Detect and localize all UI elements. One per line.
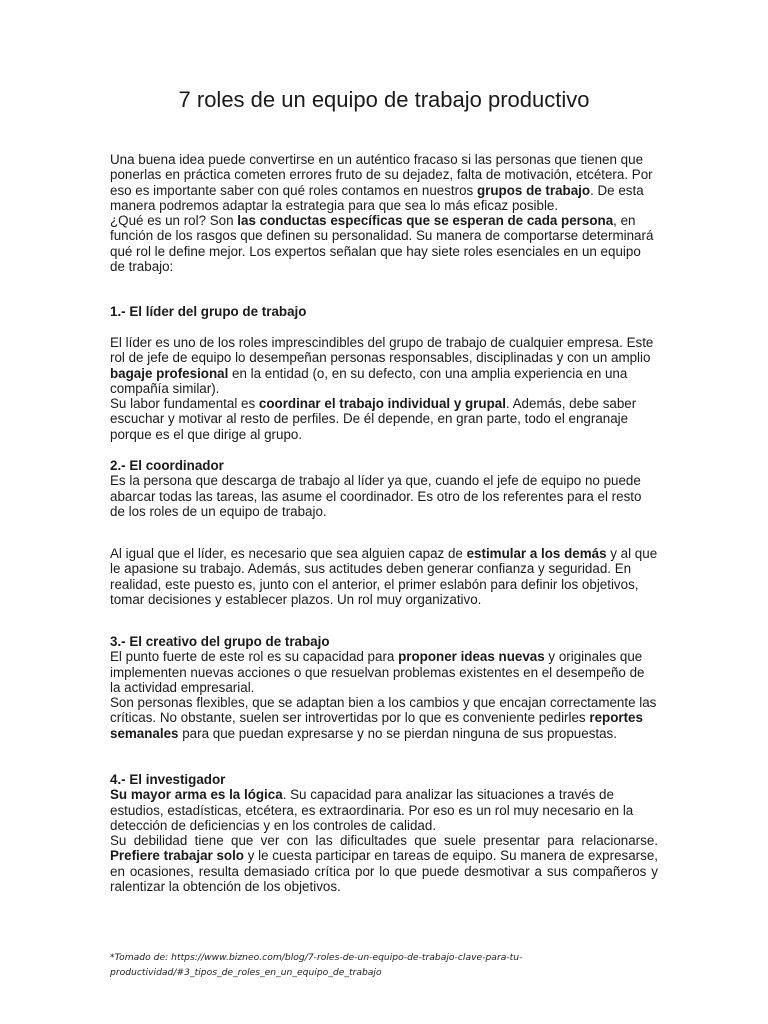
s1-text-2: en la entidad (o, en su defecto, con una amplia experiencia en una compañía similar). — [110, 365, 628, 396]
s1-text-3: Su labor fundamental es — [110, 396, 259, 412]
section-4 — [110, 772, 658, 894]
s4-text-3: y le cuesta participar en tareas de equipo. Su manera de expresarse, en ocasiones, resulta demasiado crítica por lo que puede desmotivar a sus compañeros y ralentizar la obtención de los objetivos. — [110, 848, 658, 895]
s3-bold-1: proponer ideas nuevas — [398, 649, 545, 665]
s1-bold-1: bagaje profesional — [110, 365, 229, 381]
intro-text-2: . De esta manera podremos adaptar la estrategia para que sea lo más eficaz posible. — [110, 182, 644, 213]
s3-text-1: El punto fuerte de este rol es su capacidad para — [110, 649, 399, 665]
document-title: 7 roles de un equipo de trabajo productivo — [178, 87, 590, 112]
s4-text-2: Su debilidad tiene que ver con las dificultades que suele presentar para relacionarse. — [110, 833, 658, 849]
s2-text-2: y al que le apasione su trabajo. Además, sus actitudes deben generar confianza y seguridad. En realidad, este puesto es, junto con el anterior, el primer eslabón para definir los objetivos, tomar decisiones y establecer plazos. Un rol muy organizativo. — [110, 546, 658, 607]
section-3 — [110, 634, 658, 741]
intro-bold-2: las conductas específicas que se esperan de cada persona — [237, 213, 614, 229]
section-3-heading: 3.- El creativo del grupo de trabajo — [110, 634, 330, 649]
section-1-heading: 1.- El líder del grupo de trabajo — [110, 304, 307, 319]
s2-text-1: Al igual que el líder, es necesario que sea alguien capaz de — [110, 546, 467, 561]
s3-text-3: Son personas flexibles, que se adaptan bien a los cambios y que encajan correctamente las críticas. No obstante, suelen ser introvertidas por lo que es conveniente pedirles — [110, 695, 657, 726]
intro-section — [110, 152, 658, 274]
s4-text-1: . Su capacidad para analizar las situaciones a través de estudios, estadísticas, etcétera, es extraordinaria. Por eso es un rol muy necesario en la detección de deficiencias y en los controles de calidad. — [110, 787, 634, 833]
section-2-body — [110, 546, 658, 607]
s1-text-1: El líder es uno de los roles imprescindibles del grupo de trabajo de cualquier empresa. Este rol de jefe de equipo lo desempeñan personas responsables, disciplinadas y con un amplio — [110, 335, 654, 366]
s3-text-4: para que puedan expresarse y no se pierdan ninguna de sus propuestas. — [178, 725, 617, 741]
section-2 — [110, 458, 658, 519]
s3-bold-2: reportes semanales — [110, 710, 643, 741]
intro-bold-1: grupos de trabajo — [476, 182, 591, 198]
intro-text-1: Una buena idea puede convertirse en un auténtico fracaso si las personas que tienen que ponerlas en práctica cometen errores fruto de su dejadez, falta de motivación, etcétera. Por eso es importante saber con qué roles contamos en nuestros — [110, 152, 653, 198]
intro-text-4: , en función de los rasgos que definen su personalidad. Su manera de comportarse determinará qué rol le define mejor. Los expertos señalan que hay siete roles esenciales en un equipo de trabajo: — [110, 213, 654, 275]
intro-text-3: ¿Qué es un rol? Son — [110, 213, 238, 229]
s3-text-2: y originales que implementen nuevas acciones o que resuelvan problemas existentes en el desempeño de la actividad empresarial. — [110, 649, 645, 695]
s1-bold-2: coordinar el trabajo individual y grupal — [258, 396, 506, 412]
section-2-heading: 2.- El coordinador — [110, 458, 224, 473]
section-4-heading: 4.- El investigador — [110, 772, 226, 787]
s4-bold-1: Su mayor arma es la lógica — [110, 787, 283, 803]
s2-bold-1: estimular a los demás — [466, 546, 607, 561]
s1-text-4: . Además, debe saber escuchar y motivar al resto de perfiles. De él depende, en gran parte, todo el engranaje porque es el que dirige al grupo. — [110, 396, 637, 442]
s2-paragraph-1: Es la persona que descarga de trabajo al líder ya que, cuando el jefe de equipo no puede abarcar todas las tareas, las asume el coordinador. Es otro de los referentes para el resto de los roles de un equipo de trabajo. — [110, 473, 642, 519]
s4-paragraph-2 — [110, 833, 658, 894]
s4-bold-2: Prefiere trabajar solo — [110, 848, 244, 864]
section-1-body — [110, 335, 658, 442]
source-footnote: *Tomado de: https://www.bizneo.com/blog/7-roles-de-un-equipo-de-trabajo-clave-para-tu-productividad/#3_tipos_de_roles_en_un_equipo_de_trabajo — [110, 952, 523, 978]
